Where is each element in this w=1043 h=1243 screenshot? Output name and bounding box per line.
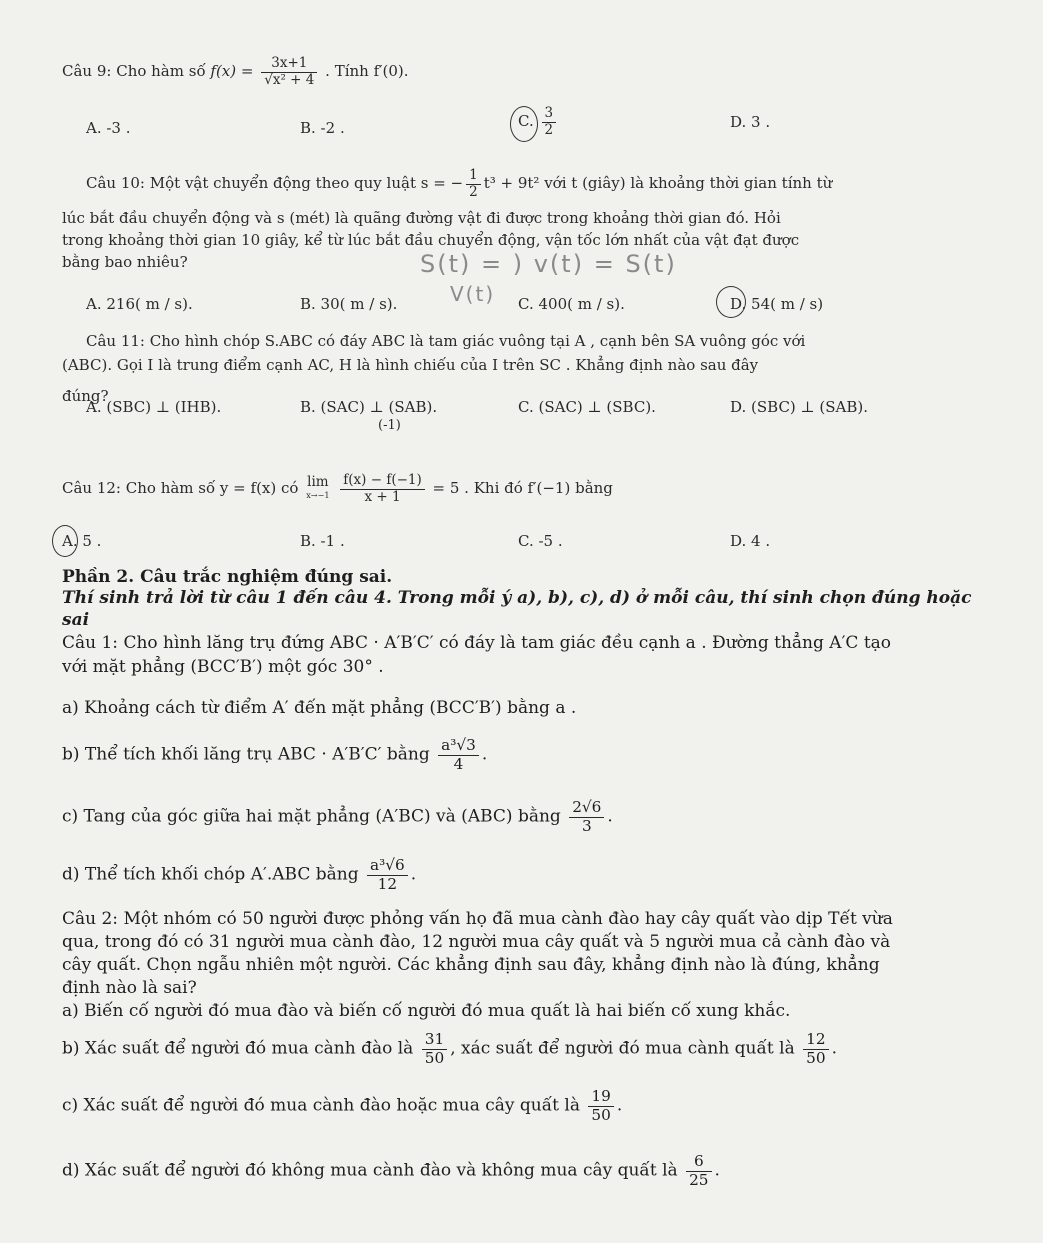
c2-b-fraction-1 xyxy=(422,1031,447,1067)
c2-c-num: 19 xyxy=(588,1088,613,1107)
q12-option-b: B. -1 . xyxy=(300,532,345,550)
q10-l1-post: t³ + 9t² với t (giây) là khoảng thời gian tính từ xyxy=(483,174,833,193)
q11-line-3: đúng? xyxy=(62,387,109,405)
q9-c-den: 2 xyxy=(544,121,554,138)
q12-stem xyxy=(62,473,613,505)
c1-d-num: a³√6 xyxy=(367,857,408,876)
q9-numerator: 3x+1 xyxy=(261,56,317,73)
q12-fraction xyxy=(340,473,424,505)
q11-option-d: D. (SBC) ⊥ (SAB). xyxy=(730,398,869,416)
c2-b-mid: , xác suất để người đó mua cành quất là xyxy=(450,1038,795,1059)
c1-line-2: với mặt phẳng (BCC′B′) một góc 30° . xyxy=(62,657,384,677)
c2-b-den2: 50 xyxy=(806,1048,826,1067)
q9-fx: f(x) = xyxy=(210,62,254,81)
c2-d-den: 25 xyxy=(689,1170,709,1189)
part2-title: Phần 2. Câu trắc nghiệm đúng sai. xyxy=(62,567,393,587)
q12-pre: Câu 12: Cho hàm số y = f(x) có xyxy=(62,479,299,498)
c1-c-den: 3 xyxy=(581,816,592,835)
q10-line-3: trong khoảng thời gian 10 giây, kể từ lúc bắt đầu chuyển động, vận tốc lớn nhất của vật đạt được xyxy=(62,231,800,249)
c1-statement-c: c) Tang của góc giữa hai mặt phẳng (A′BC) và (ABC) bằng $\frac{2√6}{3}$ . xyxy=(62,798,613,835)
q10-option-c: C. 400( m / s). xyxy=(518,295,625,313)
q9-answer-circle xyxy=(510,106,538,142)
q11-option-b: B. (SAC) ⊥ (SAB). xyxy=(300,398,438,416)
q12-option-a: A. 5 . xyxy=(62,532,102,550)
c1-b-den: 4 xyxy=(453,754,464,773)
c2-c-fraction xyxy=(588,1088,613,1124)
c2-statement-b: b) Xác suất để người đó mua cành đào là $\frac{31}{50}$ , xác suất để người đó mua cành quất là $\frac{12}{50}$ . xyxy=(62,1030,838,1067)
q9-stem xyxy=(62,56,409,88)
q9-option-a: A. -3 . xyxy=(86,119,131,137)
q11-option-c: C. (SAC) ⊥ (SBC). xyxy=(518,398,656,416)
c1-c-num: 2√6 xyxy=(569,799,604,818)
c2-b-den1: 50 xyxy=(424,1048,445,1067)
q11-line-1: Câu 11: Cho hình chóp S.ABC có đáy ABC là tam giác vuông tại A , cạnh bên SA vuông góc với xyxy=(86,332,806,350)
c1-statement-a: a) Khoảng cách từ điểm A′ đến mặt phẳng (BCC′B′) bằng a . xyxy=(62,698,577,718)
c1-d-text: d) Thể tích khối chóp A′.ABC bằng xyxy=(62,864,359,885)
c2-statement-c: c) Xác suất để người đó mua cành đào hoặc mua cây quất là $\frac{19}{50}$ . xyxy=(62,1087,623,1124)
q12-option-c: C. -5 . xyxy=(518,532,563,550)
c2-line-2: qua, trong đó có 31 người mua cành đào, 12 người mua cây quất và 5 người mua cả cành đào và xyxy=(62,932,891,952)
c2-statement-d: d) Xác suất để người đó không mua cành đào và không mua cây quất là $\frac{6}{25}$ . xyxy=(62,1152,720,1189)
q9-option-c-fraction xyxy=(542,106,557,138)
q10-line-1 xyxy=(86,168,832,200)
q10-line-2: lúc bắt đầu chuyển động và s (mét) là quãng đường vật đi được trong khoảng thời gian đó. Hỏi xyxy=(62,209,781,227)
c1-c-text: c) Tang của góc giữa hai mặt phẳng (A′BC) và (ABC) bằng xyxy=(62,806,561,827)
c1-d-den: 12 xyxy=(377,874,398,893)
q9-suffix: . Tính f′(0). xyxy=(325,62,409,81)
c1-line-1: Câu 1: Cho hình lăng trụ đứng ABC · A′B′C′ có đáy là tam giác đều cạnh a . Đường thẳng A′C tạo xyxy=(62,633,892,653)
c2-c-text: c) Xác suất để người đó mua cành đào hoặc mua cây quất là xyxy=(62,1095,580,1116)
q9-option-c-letter: C. xyxy=(518,112,534,131)
c2-d-text: d) Xác suất để người đó không mua cành đào và không mua cây quất là xyxy=(62,1160,678,1181)
q10-den: 2 xyxy=(469,183,478,200)
q11-option-a: A. (SBC) ⊥ (IHB). xyxy=(86,398,222,416)
q12-post: = 5 . Khi đó f′(−1) bằng xyxy=(432,479,613,498)
q12-lim-sub: x→−1 xyxy=(306,490,330,501)
handwritten-note: S(t) = ) v(t) = S(t) xyxy=(420,250,677,278)
q10-answer-circle xyxy=(716,286,746,318)
c2-b-num2: 12 xyxy=(803,1031,828,1050)
c2-c-den: 50 xyxy=(591,1105,611,1124)
q9-c-num: 3 xyxy=(542,106,557,123)
q9-option-d: D. 3 . xyxy=(730,113,771,131)
c1-statement-d: d) Thể tích khối chóp A′.ABC bằng $\frac{\text{a³√6}}{12}$ . xyxy=(62,856,417,893)
handwritten-note-2: V(t) xyxy=(450,282,496,306)
q12-option-d: D. 4 . xyxy=(730,532,771,550)
c1-c-fraction xyxy=(569,799,604,835)
q12-answer-circle xyxy=(52,525,78,557)
c1-b-num: a³√3 xyxy=(438,737,479,756)
q10-line-4: bằng bao nhiêu? xyxy=(62,253,188,271)
c1-d-fraction xyxy=(367,857,408,893)
q12-num: f(x) − f(−1) xyxy=(340,473,424,490)
q11-line-2: (ABC). Gọi I là trung điểm cạnh AC, H là hình chiếu của I trên SC . Khẳng định nào sau đây xyxy=(62,356,759,374)
q9-denominator: √x² + 4 xyxy=(264,71,315,88)
c1-b-text: b) Thể tích khối lăng trụ ABC · A′B′C′ bằng xyxy=(62,744,430,765)
c2-line-1: Câu 2: Một nhóm có 50 người được phỏng vấn họ đã mua cành đào hay cây quất vào dịp Tết vừa xyxy=(62,909,893,929)
q12-limit xyxy=(306,473,330,503)
part2-instruction-1: Thí sinh trả lời từ câu 1 đến câu 4. Trong mỗi ý a), b), c), d) ở mỗi câu, thí sinh chọn đúng hoặc xyxy=(62,588,972,608)
c2-line-3: cây quất. Chọn ngẫu nhiên một người. Các khẳng định sau đây, khẳng định nào là đúng, khẳng xyxy=(62,955,880,975)
c2-b-fraction-2 xyxy=(803,1031,828,1067)
c2-b-num1: 31 xyxy=(422,1031,447,1050)
q9-option-b: B. -2 . xyxy=(300,119,345,137)
q9-fraction xyxy=(261,56,317,88)
q10-l1-pre: Câu 10: Một vật chuyển động theo quy luật s = − xyxy=(86,174,464,193)
q10-option-b: B. 30( m / s). xyxy=(300,295,398,313)
q10-option-d: D. 54( m / s) xyxy=(730,295,824,313)
c2-line-4: định nào là sai? xyxy=(62,978,197,998)
q12-den: x + 1 xyxy=(364,488,401,505)
c2-statement-a: a) Biến cố người đó mua đào và biến cố người đó mua quất là hai biến cố xung khắc. xyxy=(62,1001,791,1021)
c1-statement-b: b) Thể tích khối lăng trụ ABC · A′B′C′ bằng $\frac{\text{a³√3}}{4}$ . xyxy=(62,736,488,773)
part2-instruction-2: sai xyxy=(62,610,90,630)
q10-option-a: A. 216( m / s). xyxy=(86,295,193,313)
q10-num: 1 xyxy=(466,168,481,185)
q9-prefix: Câu 9: Cho hàm số xyxy=(62,62,206,81)
c2-d-fraction xyxy=(686,1153,711,1189)
q12-lim-word: lim xyxy=(307,473,329,490)
c2-d-num: 6 xyxy=(686,1153,711,1172)
c2-b-text: b) Xác suất để người đó mua cành đào là xyxy=(62,1038,414,1059)
c1-b-fraction xyxy=(438,737,479,773)
q10-fraction xyxy=(466,168,481,200)
q11-handwritten-note: (-1) xyxy=(378,418,401,433)
